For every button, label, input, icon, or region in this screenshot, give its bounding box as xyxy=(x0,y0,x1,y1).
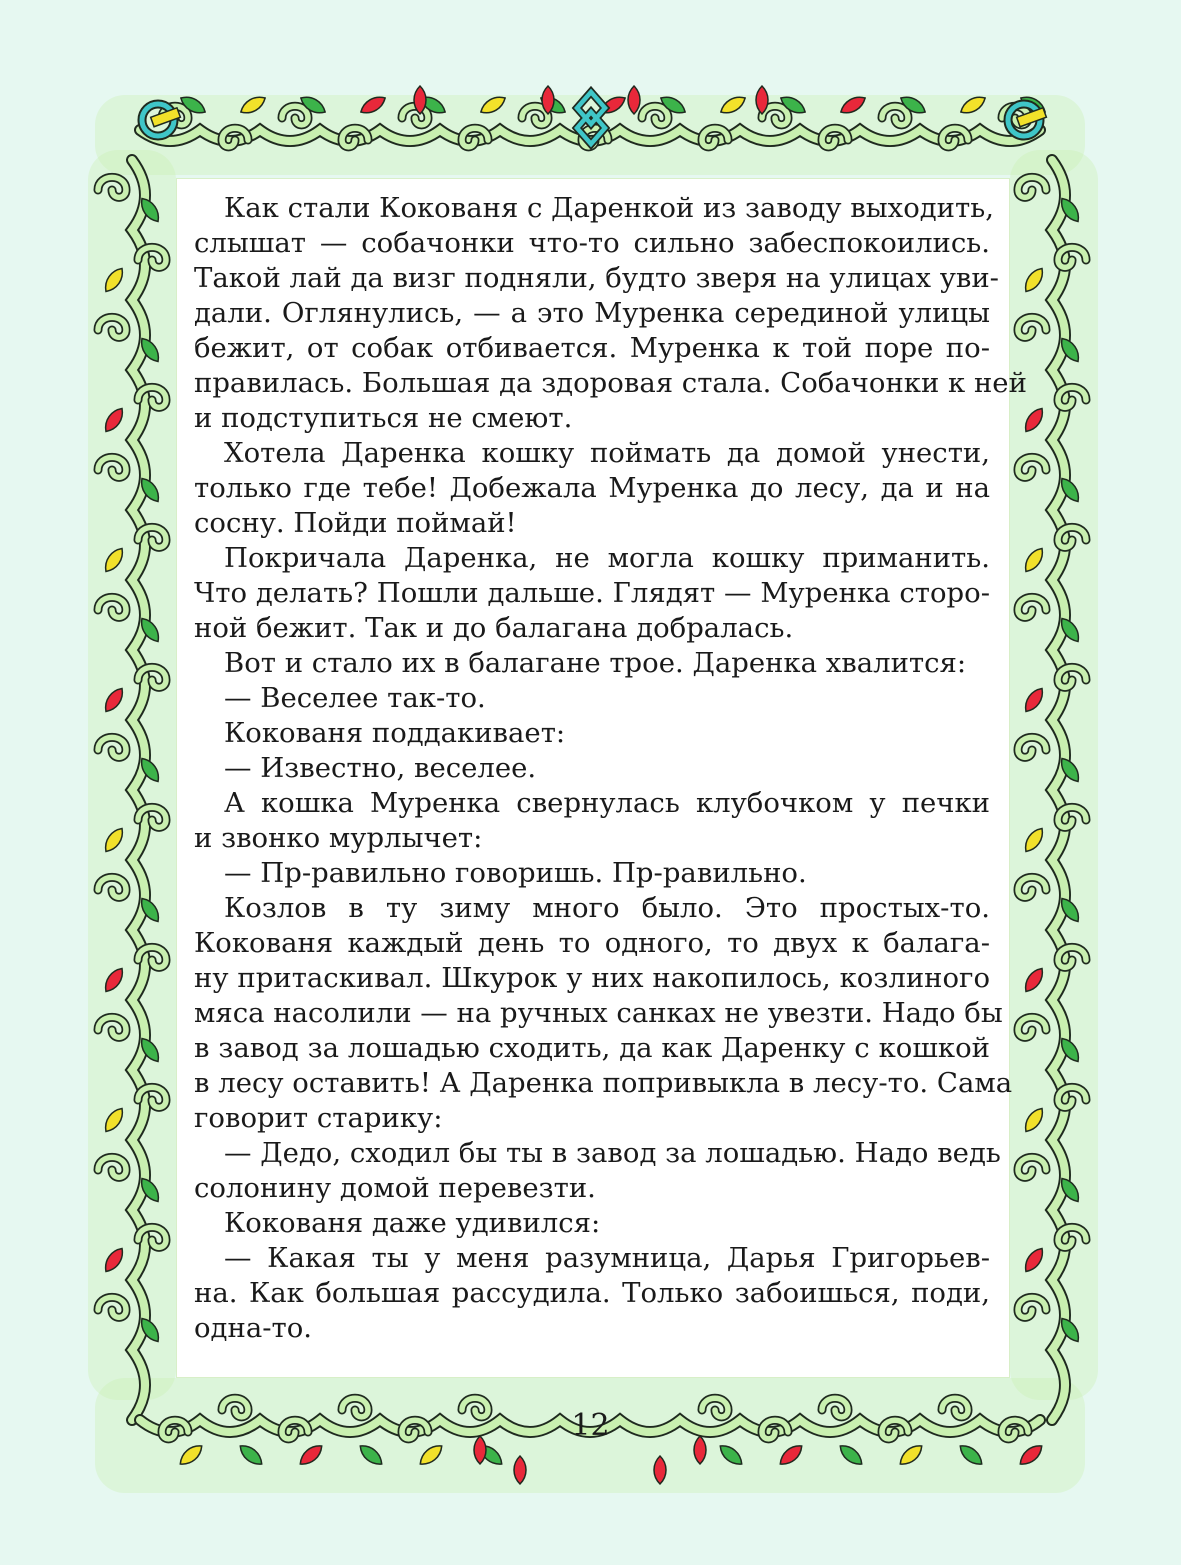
text-line: Вот и стало их в балагане трое. Даренка хвалится: xyxy=(224,647,967,679)
text-line: — Веселее так-то. xyxy=(224,682,486,714)
text-line: — Пр-равильно говоришь. Пр-равильно. xyxy=(224,857,807,889)
text-line: говорит старику: xyxy=(194,1102,443,1134)
text-line: Хотела Даренка кошку поймать да домой унести, xyxy=(224,437,990,469)
text-line: одна-то. xyxy=(194,1312,313,1344)
text-line: только где тебе! Добежала Муренка до лесу, да и на xyxy=(194,472,990,504)
text-line: ной бежит. Так и до балагана добралась. xyxy=(194,612,794,644)
text-line: — Какая ты у меня разумница, Дарья Григорьев- xyxy=(224,1242,990,1274)
text-line: сосну. Пойди поймай! xyxy=(194,507,517,539)
text-line: мяса насолили — на ручных санках не увезти. Надо бы xyxy=(194,997,1003,1029)
text-line: Кокованя каждый день то одного, то двух к балага- xyxy=(194,927,990,959)
page-number: 12 xyxy=(571,1408,610,1443)
text-line: на. Как большая рассудила. Только забоишься, поди, xyxy=(194,1277,990,1309)
text-line: бежит, от собак отбивается. Муренка к той поре по- xyxy=(194,332,990,364)
text-line: в завод за лошадью сходить, да как Даренку с кошкой xyxy=(194,1032,990,1064)
text-line: Что делать? Пошли дальше. Глядят — Муренка сторо- xyxy=(194,577,990,609)
text-line: в лесу оставить! А Даренка попривыкла в лесу-то. Сама xyxy=(194,1067,1013,1099)
text-line: правилась. Большая да здоровая стала. Собачонки к ней xyxy=(194,367,1027,399)
text-line: Покричала Даренка, не могла кошку приманить. xyxy=(224,542,990,574)
text-line: и звонко мурлычет: xyxy=(194,822,483,854)
text-line: слышат — собачонки что-то сильно забеспокоились. xyxy=(194,227,990,259)
text-line: Кокованя даже удивился: xyxy=(224,1207,601,1239)
text-line: Кокованя поддакивает: xyxy=(224,717,566,749)
story-text xyxy=(194,191,1027,1346)
text-line: Такой лай да визг подняли, будто зверя на улицах уви- xyxy=(194,262,999,294)
text-line: и подступиться не смеют. xyxy=(194,402,573,434)
text-line: ну притаскивал. Шкурок у них накопилось, козлиного xyxy=(194,962,990,994)
text-line: — Дедо, сходил бы ты в завод за лошадью. Надо ведь xyxy=(224,1137,1001,1169)
text-line: Как стали Кокованя с Даренкой из заводу выходить, xyxy=(224,192,994,224)
text-line: Козлов в ту зиму много было. Это простых-то. xyxy=(224,892,990,924)
text-line: дали. Оглянулись, — а это Муренка серединой улицы xyxy=(194,297,990,329)
text-line: солонину домой перевезти. xyxy=(194,1172,596,1204)
text-line: А кошка Муренка свернулась клубочком у печки xyxy=(224,787,990,819)
text-line: — Известно, веселее. xyxy=(224,752,537,784)
